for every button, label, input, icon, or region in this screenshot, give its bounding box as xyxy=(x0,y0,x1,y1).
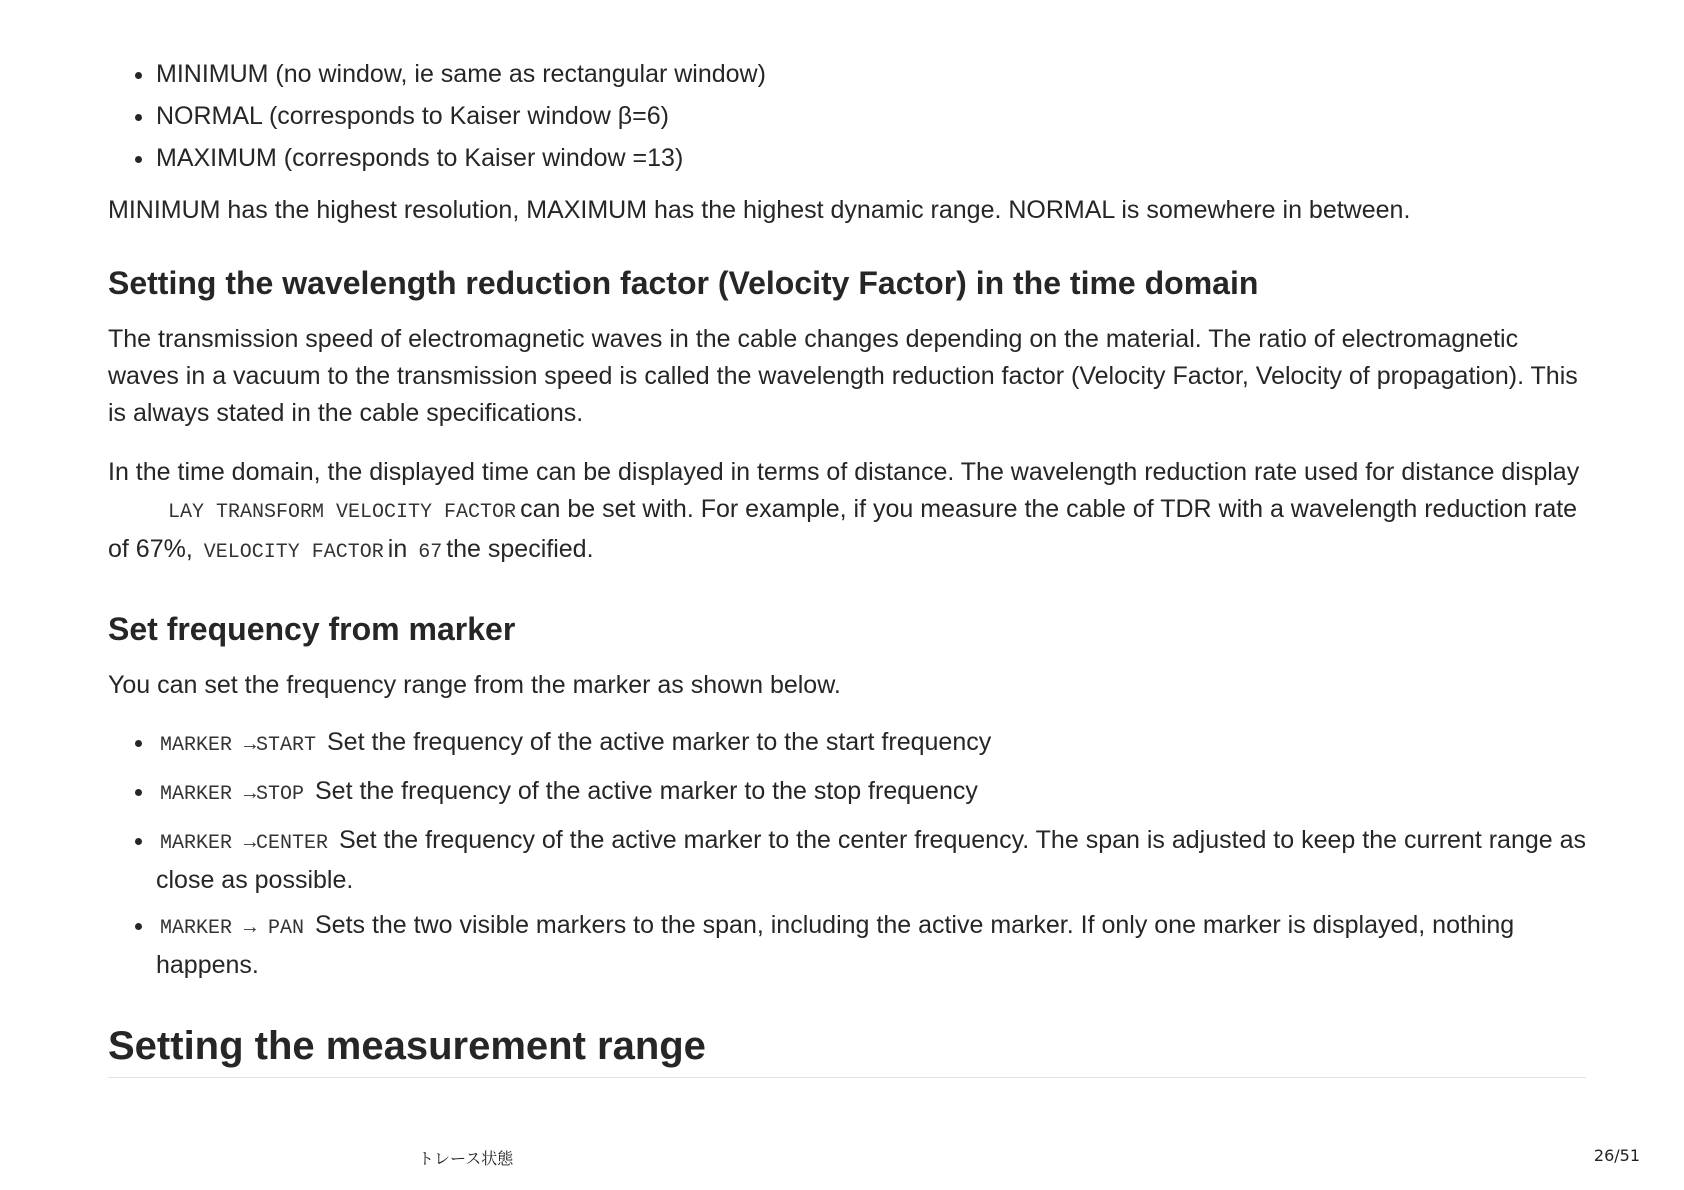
marker-pan-code: MARKER → PAN xyxy=(160,917,305,940)
paragraph-text: the specified. xyxy=(446,535,594,563)
list-item xyxy=(156,773,1588,813)
item-text: Set the frequency of the active marker to the center frequency. The span is adjusted to keep the current range as close as possible. xyxy=(156,826,1587,894)
paragraph-text: can be set with. For example, if you measure the cable of TDR with a wavelength reduction rate of 67%, xyxy=(108,495,1578,563)
list-item xyxy=(156,724,1588,764)
list-item: • MINIMUM (no window, ie same as rectangular window) xyxy=(156,56,1588,92)
page-number: 26/51 xyxy=(1593,1146,1640,1165)
window-options-list xyxy=(108,56,1588,176)
item-text: Sets the two visible markers to the span, including the active marker. If only one marker is displayed, nothing happens. xyxy=(156,911,1515,979)
velocity-paragraph-1: The transmission speed of electromagnetic waves in the cable changes depending on the material. The ratio of electromagnetic waves in a vacuum to the transmission speed is called the wavelength reduction factor (Velocity Factor, Velocity of propagation). This is always stated in the cable specifications. xyxy=(108,325,1578,427)
list-item: • MAXIMUM (corresponds to Kaiser window =13) xyxy=(156,140,1588,176)
footer-title: トレース状態 xyxy=(418,1149,514,1168)
marker-intro: You can set the frequency range from the marker as shown below. xyxy=(108,671,841,699)
marker-actions-list xyxy=(108,724,1588,983)
paragraph-text: in xyxy=(387,535,408,563)
document-body xyxy=(108,56,1588,1078)
value-code: 67 xyxy=(418,541,443,564)
marker-center-code: MARKER →CENTER xyxy=(160,832,329,855)
list-item xyxy=(156,822,1588,898)
marker-start-code: MARKER →START xyxy=(160,734,317,757)
item-text: Set the frequency of the active marker to the stop frequency xyxy=(314,777,978,805)
marker-stop-code: MARKER →STOP xyxy=(160,783,305,806)
marker-frequency-heading: Set frequency from marker xyxy=(108,611,516,647)
item-text: Set the frequency of the active marker to the start frequency xyxy=(326,728,992,756)
velocity-factor-code: VELOCITY FACTOR xyxy=(203,541,384,564)
measurement-range-heading: Setting the measurement range xyxy=(108,1021,1586,1078)
list-item xyxy=(156,907,1588,983)
menu-path-code: LAY TRANSFORM VELOCITY FACTOR xyxy=(168,501,517,524)
list-item: • NORMAL (corresponds to Kaiser window β=6) xyxy=(156,98,1588,134)
window-summary: MINIMUM has the highest resolution, MAXIMUM has the highest dynamic range. NORMAL is somewhere in between. xyxy=(108,196,1411,224)
velocity-paragraph-2 xyxy=(108,454,1588,571)
velocity-factor-heading: Setting the wavelength reduction factor (Velocity Factor) in the time domain xyxy=(108,265,1259,301)
paragraph-text: In the time domain, the displayed time can be displayed in terms of distance. The wavelength reduction rate used for distance display xyxy=(108,458,1580,486)
